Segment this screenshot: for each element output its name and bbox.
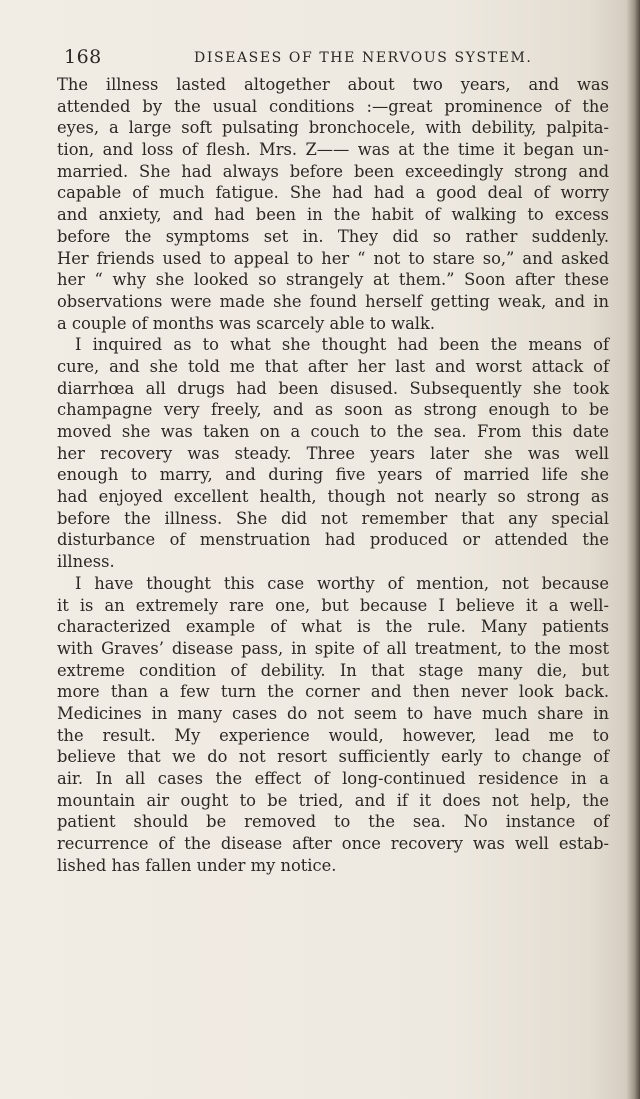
text-line: before the illness. She did not remember that any special — [57, 508, 609, 528]
text-line: her “ why she looked so strangely at them.” Soon after these — [57, 270, 609, 290]
text-line: lished has fallen under my notice. — [57, 855, 337, 875]
text-line: a couple of months was scarcely able to walk. — [57, 313, 436, 333]
text-line: enough to marry, and during five years of married life she — [57, 465, 609, 485]
text-line: champagne very freely, and as soon as strong enough to be — [57, 400, 609, 420]
text-line: capable of much fatigue. She had had a good deal of worry — [57, 183, 609, 203]
text-line: believe that we do not resort sufficiently early to change of — [57, 747, 609, 767]
text-line: air. In all cases the effect of long-continued residence in a — [57, 769, 609, 788]
text-line: her recovery was steady. Three years later she was well — [57, 443, 609, 463]
text-line: extreme condition of debility. In that stage many die, but — [57, 660, 609, 680]
text-line: and anxiety, and had been in the habit of walking to excess — [57, 205, 609, 225]
text-line: eyes, a large soft pulsating bronchocele, with debility, palpita- — [57, 118, 609, 138]
body-text — [57, 74, 609, 876]
text-line: illness. — [57, 552, 115, 572]
text-line: I have thought this case worthy of mention, not because — [75, 573, 609, 593]
text-line: Medicines in many cases do not seem to have much share in — [57, 703, 609, 723]
text-line: tion, and loss of flesh. Mrs. Z—— was at the time it began un- — [57, 140, 609, 160]
text-line: the result. My experience would, however, lead me to — [57, 725, 609, 745]
text-line: I inquired as to what she thought had been the means of — [75, 335, 609, 355]
text-line: diarrhœa all drugs had been disused. Subsequently she took — [57, 378, 609, 398]
page-edge-shadow — [626, 0, 640, 1099]
text-line: The illness lasted altogether about two years, and was — [57, 75, 609, 94]
text-line: disturbance of menstruation had produced or attended the — [57, 530, 609, 550]
text-line: before the symptoms set in. They did so rather suddenly. — [57, 226, 609, 246]
text-line: Her friends used to appeal to her “ not to stare so,” and asked — [57, 248, 609, 268]
paragraph — [57, 573, 609, 877]
text-line: it is an extremely rare one, but because I believe it a well- — [57, 595, 609, 615]
text-line: cure, and she told me that after her last and worst attack of — [57, 356, 609, 376]
text-line: attended by the usual conditions :—great prominence of the — [57, 96, 609, 116]
running-head: DISEASES OF THE NERVOUS SYSTEM. — [194, 50, 533, 66]
text-line: mountain air ought to be tried, and if it does not help, the — [57, 790, 609, 810]
text-line: moved she was taken on a couch to the sea. From this date — [57, 422, 609, 441]
text-line: with Graves’ disease pass, in spite of all treatment, to the most — [57, 638, 609, 658]
text-line: had enjoyed excellent health, though not nearly so strong as — [57, 487, 609, 507]
text-line: more than a few turn the corner and then never look back. — [57, 682, 609, 702]
paragraph — [57, 74, 609, 334]
page-header — [64, 44, 584, 74]
paragraph — [57, 334, 609, 573]
text-line: observations were made she found herself getting weak, and in — [57, 291, 609, 311]
text-line: recurrence of the disease after once recovery was well estab- — [57, 834, 609, 854]
text-line: married. She had always before been exceedingly strong and — [57, 161, 609, 181]
page-number: 168 — [64, 46, 102, 68]
text-line: patient should be removed to the sea. No instance of — [57, 812, 609, 832]
text-line: characterized example of what is the rule. Many patients — [57, 617, 609, 637]
